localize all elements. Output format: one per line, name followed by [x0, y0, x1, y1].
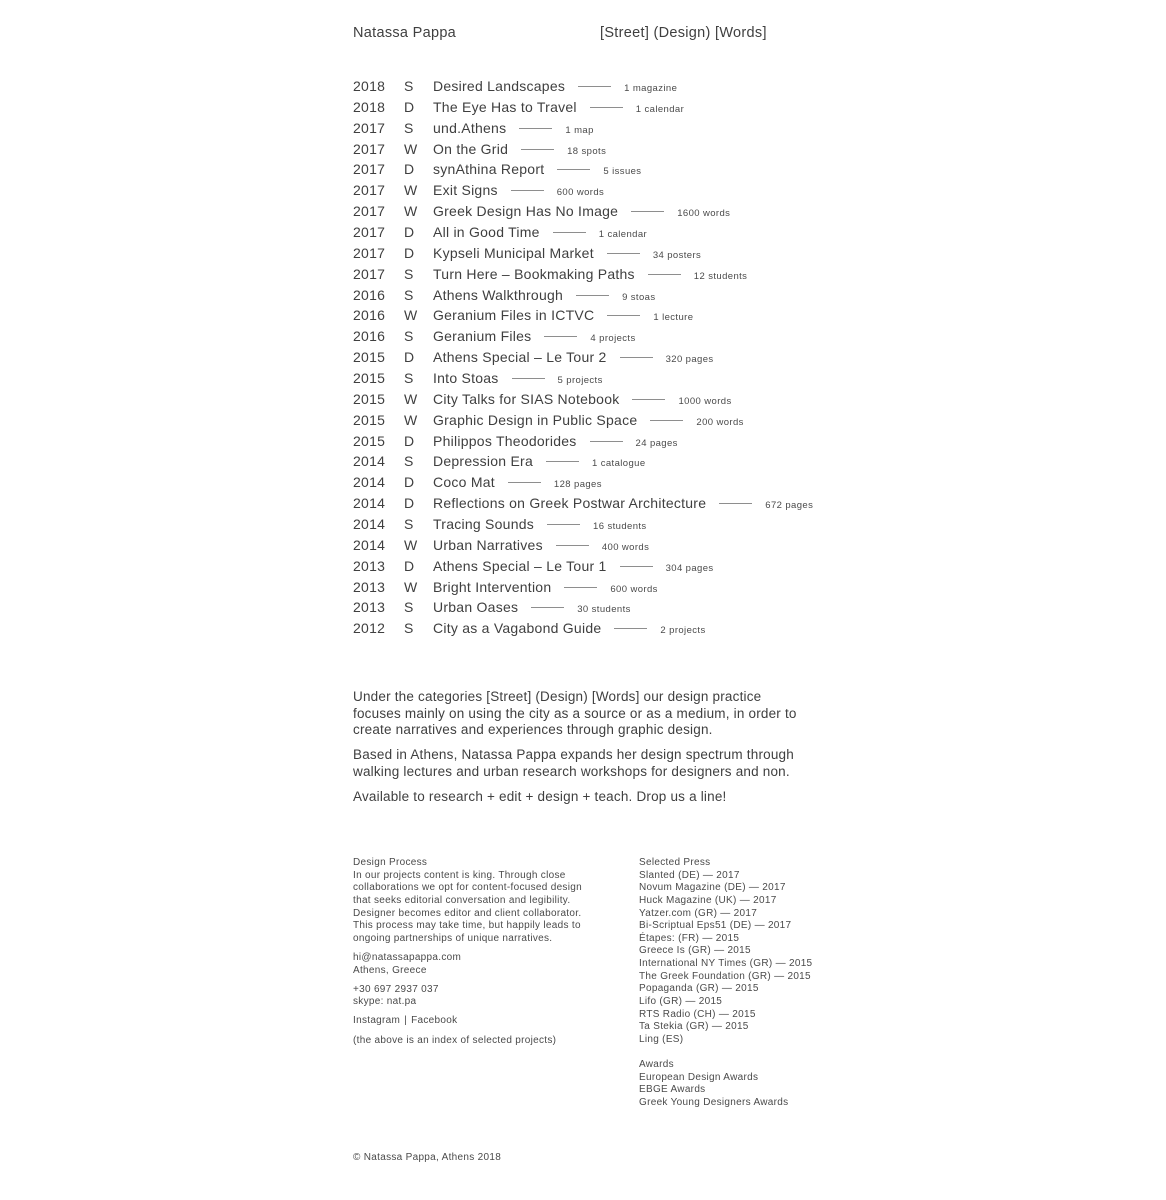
- project-title: Bright Intervention: [433, 578, 552, 595]
- project-category: D: [404, 161, 415, 178]
- project-detail: 34 posters: [652, 249, 702, 261]
- project-category: D: [404, 244, 415, 261]
- project-title: Coco Mat: [433, 474, 495, 491]
- project-row[interactable]: [353, 431, 813, 452]
- project-category: W: [404, 307, 418, 324]
- project-year: 2013: [353, 578, 386, 595]
- project-category: S: [404, 119, 414, 136]
- index-note: (the above is an index of selected projects): [353, 1034, 557, 1046]
- awards-title: Awards: [639, 1058, 674, 1070]
- project-title: Urban Narratives: [433, 536, 543, 553]
- press-item: Lifo (GR) — 2015: [639, 995, 723, 1007]
- project-row[interactable]: [353, 514, 813, 535]
- project-title: Exit Signs: [433, 182, 498, 199]
- project-year: 2016: [353, 286, 386, 303]
- social-separator: |: [404, 1015, 408, 1027]
- project-row[interactable]: [353, 451, 813, 472]
- press-item: Yatzer.com (GR) — 2017: [639, 907, 758, 919]
- project-category: W: [404, 140, 418, 157]
- project-category: S: [404, 453, 414, 470]
- project-row[interactable]: [353, 139, 813, 160]
- about-section: [353, 689, 811, 814]
- phone-text: +30 697 2937 037: [353, 983, 439, 995]
- project-detail: 9 stoas: [622, 291, 656, 303]
- project-detail: 18 spots: [567, 145, 607, 157]
- project-title: Athens Special – Le Tour 1: [433, 557, 607, 574]
- rule-divider: [546, 461, 579, 462]
- project-row[interactable]: [353, 389, 813, 410]
- project-index: [353, 76, 813, 639]
- rule-divider: [519, 128, 552, 129]
- project-row[interactable]: [353, 243, 813, 264]
- project-row[interactable]: [353, 222, 813, 243]
- press-item: Slanted (DE) — 2017: [639, 869, 740, 881]
- rule-divider: [578, 86, 611, 87]
- project-title: Greek Design Has No Image: [433, 203, 619, 220]
- project-category: S: [404, 286, 414, 303]
- selected-press-list: [639, 870, 869, 1047]
- project-title: Into Stoas: [433, 370, 499, 387]
- project-row[interactable]: [353, 201, 813, 222]
- press-item: The Greek Foundation (GR) — 2015: [639, 970, 811, 982]
- project-row[interactable]: [353, 410, 813, 431]
- project-title: Urban Oases: [433, 599, 519, 616]
- rule-divider: [508, 482, 541, 483]
- project-row[interactable]: [353, 556, 813, 577]
- press-item: Ling (ES): [639, 1033, 684, 1045]
- project-year: 2017: [353, 244, 386, 261]
- project-year: 2016: [353, 307, 386, 324]
- press-item: Bi-Scriptual Eps51 (DE) — 2017: [639, 920, 792, 932]
- project-category: S: [404, 370, 414, 387]
- project-title: Tracing Sounds: [433, 516, 535, 533]
- project-row[interactable]: [353, 264, 813, 285]
- project-title: On the Grid: [433, 140, 509, 157]
- footer: [353, 1152, 501, 1165]
- rule-divider: [557, 169, 590, 170]
- project-year: 2015: [353, 432, 386, 449]
- project-detail: 1600 words: [677, 208, 731, 220]
- rule-divider: [620, 566, 653, 567]
- project-title: Athens Special – Le Tour 2: [433, 349, 607, 366]
- press-item: International NY Times (GR) — 2015: [639, 958, 813, 969]
- project-year: 2015: [353, 370, 386, 387]
- project-year: 2015: [353, 411, 386, 428]
- project-title: Geranium Files: [433, 328, 532, 345]
- project-row[interactable]: [353, 305, 813, 326]
- project-category: W: [404, 536, 418, 553]
- project-category: S: [404, 516, 414, 533]
- rule-divider: [607, 315, 640, 316]
- project-title: Turn Here – Bookmaking Paths: [433, 265, 635, 282]
- project-row[interactable]: [353, 97, 813, 118]
- rule-divider: [614, 628, 647, 629]
- rule-divider: [531, 607, 564, 608]
- project-year: 2014: [353, 474, 386, 491]
- project-category: W: [404, 411, 418, 428]
- location-text: Athens, Greece: [353, 964, 427, 976]
- project-title: Geranium Files in ICTVC: [433, 307, 595, 324]
- project-category: W: [404, 578, 418, 595]
- project-detail: 2 projects: [660, 625, 706, 637]
- project-year: 2017: [353, 161, 386, 178]
- rule-divider: [521, 149, 554, 150]
- project-row[interactable]: [353, 472, 813, 493]
- project-category: D: [404, 98, 415, 115]
- rule-divider: [590, 441, 623, 442]
- award-item: Greek Young Designers Awards: [639, 1096, 789, 1108]
- project-year: 2017: [353, 182, 386, 199]
- press-awards-column: [639, 857, 869, 1109]
- project-title: City Talks for SIAS Notebook: [433, 390, 620, 407]
- project-category: D: [404, 432, 415, 449]
- project-detail: 30 students: [577, 604, 631, 616]
- project-detail: 128 pages: [553, 479, 602, 491]
- project-detail: 1 map: [565, 124, 594, 136]
- design-process-body: In our projects content is king. Through close collaborations we opt for content-focused design that seeks editorial conversation and legibility. Designer becomes editor and client collaborator. This process may take time, but happily leads to ongoing partnerships of unique narratives.: [353, 869, 582, 944]
- rule-divider: [631, 211, 664, 212]
- project-detail: 1000 words: [678, 395, 732, 407]
- project-year: 2017: [353, 203, 386, 220]
- project-row[interactable]: [353, 326, 813, 347]
- rule-divider: [544, 336, 577, 337]
- header-category-nav[interactable]: [Street] (Design) [Words]: [600, 25, 767, 41]
- project-year: 2018: [353, 98, 386, 115]
- project-title: The Eye Has to Travel: [433, 98, 577, 115]
- project-row[interactable]: [353, 347, 813, 368]
- project-detail: 400 words: [601, 541, 650, 553]
- project-detail: 320 pages: [665, 354, 714, 366]
- project-year: 2017: [353, 140, 386, 157]
- project-category: S: [404, 328, 414, 345]
- project-row[interactable]: [353, 285, 813, 306]
- project-year: 2016: [353, 328, 386, 345]
- project-title: und.Athens: [433, 119, 507, 136]
- project-detail: 1 magazine: [624, 83, 678, 94]
- project-detail: 1 calendar: [598, 229, 648, 241]
- project-title: Reflections on Greek Postwar Architecture: [433, 495, 707, 512]
- about-paragraph: Based in Athens, Natassa Pappa expands her design spectrum through walking lectures and urban research workshops for designers and non.: [353, 747, 794, 779]
- project-year: 2014: [353, 516, 386, 533]
- rule-divider: [511, 190, 544, 191]
- press-item: RTS Radio (CH) — 2015: [639, 1008, 756, 1020]
- press-item: Popaganda (GR) — 2015: [639, 983, 759, 995]
- rule-divider: [564, 587, 597, 588]
- rule-divider: [620, 357, 653, 358]
- project-category: S: [404, 265, 414, 282]
- rule-divider: [553, 232, 586, 233]
- rule-divider: [648, 274, 681, 275]
- project-category: S: [404, 620, 414, 637]
- project-category: D: [404, 495, 415, 512]
- project-detail: 1 calendar: [635, 103, 685, 115]
- project-year: 2017: [353, 224, 386, 241]
- about-paragraph: Available to research + edit + design + teach. Drop us a line!: [353, 788, 727, 804]
- project-detail: 200 words: [696, 416, 744, 428]
- project-row[interactable]: [353, 368, 813, 389]
- awards-list: [639, 1072, 869, 1110]
- selected-press-title: Selected Press: [639, 857, 711, 868]
- project-detail: 600 words: [610, 583, 658, 595]
- project-category: W: [404, 182, 418, 199]
- project-year: 2015: [353, 390, 386, 407]
- press-item: Novum Magazine (DE) — 2017: [639, 882, 786, 894]
- project-category: D: [404, 557, 415, 574]
- design-process-section: [353, 857, 590, 1054]
- design-process-title: Design Process: [353, 857, 428, 868]
- rule-divider: [512, 378, 545, 379]
- project-row[interactable]: [353, 618, 813, 639]
- project-title: synAthina Report: [433, 161, 545, 178]
- rule-divider: [719, 503, 752, 504]
- project-row[interactable]: [353, 597, 813, 618]
- project-row[interactable]: [353, 159, 813, 180]
- project-row[interactable]: [353, 535, 813, 556]
- project-year: 2014: [353, 536, 386, 553]
- site-title[interactable]: Natassa Pappa: [353, 25, 457, 41]
- project-detail: 1 catalogue: [592, 458, 646, 470]
- project-row[interactable]: [353, 180, 813, 201]
- instagram-link[interactable]: Instagram: [353, 1015, 401, 1027]
- skype-text: skype: nat.pa: [353, 996, 417, 1008]
- project-year: 2017: [353, 119, 386, 136]
- award-item: EBGE Awards: [639, 1084, 706, 1096]
- rule-divider: [607, 253, 640, 254]
- project-detail: 16 students: [593, 521, 647, 533]
- project-detail: 304 pages: [665, 562, 714, 574]
- press-item: Greece Is (GR) — 2015: [639, 945, 751, 957]
- project-category: D: [404, 224, 415, 241]
- project-year: 2012: [353, 620, 386, 637]
- project-title: Athens Walkthrough: [433, 286, 564, 303]
- project-year: 2017: [353, 265, 386, 282]
- project-year: 2015: [353, 349, 386, 366]
- project-detail: 5 projects: [557, 375, 603, 387]
- project-category: S: [404, 78, 414, 94]
- project-detail: 5 issues: [603, 166, 642, 178]
- rule-divider: [650, 420, 683, 421]
- project-category: D: [404, 349, 415, 366]
- project-detail: 12 students: [693, 270, 748, 282]
- project-title: Kypseli Municipal Market: [433, 244, 594, 261]
- project-title: Desired Landscapes: [433, 78, 566, 94]
- project-year: 2018: [353, 78, 386, 94]
- press-item: Huck Magazine (UK) — 2017: [639, 894, 777, 906]
- rule-divider: [576, 295, 609, 296]
- project-year: 2013: [353, 557, 386, 574]
- project-detail: 600 words: [556, 187, 605, 199]
- project-title: City as a Vagabond Guide: [433, 620, 602, 637]
- project-category: W: [404, 203, 418, 220]
- project-detail: 24 pages: [635, 437, 678, 449]
- project-detail: 672 pages: [765, 500, 814, 512]
- facebook-link[interactable]: Facebook: [411, 1015, 458, 1027]
- copyright-text: © Natassa Pappa, Athens 2018: [353, 1152, 502, 1163]
- project-row[interactable]: [353, 76, 813, 97]
- rule-divider: [556, 545, 589, 546]
- project-title: Depression Era: [433, 453, 533, 470]
- press-item: Ta Stekia (GR) — 2015: [639, 1021, 749, 1033]
- project-row[interactable]: [353, 118, 813, 139]
- award-item: European Design Awards: [639, 1071, 759, 1083]
- rule-divider: [632, 399, 665, 400]
- project-row[interactable]: [353, 577, 813, 598]
- project-detail: 1 lecture: [653, 312, 694, 324]
- about-paragraph: Under the categories [Street] (Design) [Words] our design practice focuses mainly on using the city as a source or as a medium, in order to create narratives and experiences through graphic design.: [353, 689, 797, 738]
- project-category: D: [404, 474, 415, 491]
- press-item: Étapes: (FR) — 2015: [639, 932, 740, 944]
- project-year: 2013: [353, 599, 386, 616]
- project-title: Graphic Design in Public Space: [433, 411, 638, 428]
- project-year: 2014: [353, 495, 386, 512]
- email-link[interactable]: hi@natassapappa.com: [353, 951, 462, 963]
- rule-divider: [547, 524, 580, 525]
- project-year: 2014: [353, 453, 386, 470]
- rule-divider: [590, 107, 623, 108]
- project-category: S: [404, 599, 414, 616]
- project-category: W: [404, 390, 418, 407]
- project-detail: 4 projects: [590, 333, 636, 345]
- project-row[interactable]: [353, 493, 813, 514]
- project-title: Philippos Theodorides: [433, 432, 577, 449]
- project-title: All in Good Time: [433, 224, 540, 241]
